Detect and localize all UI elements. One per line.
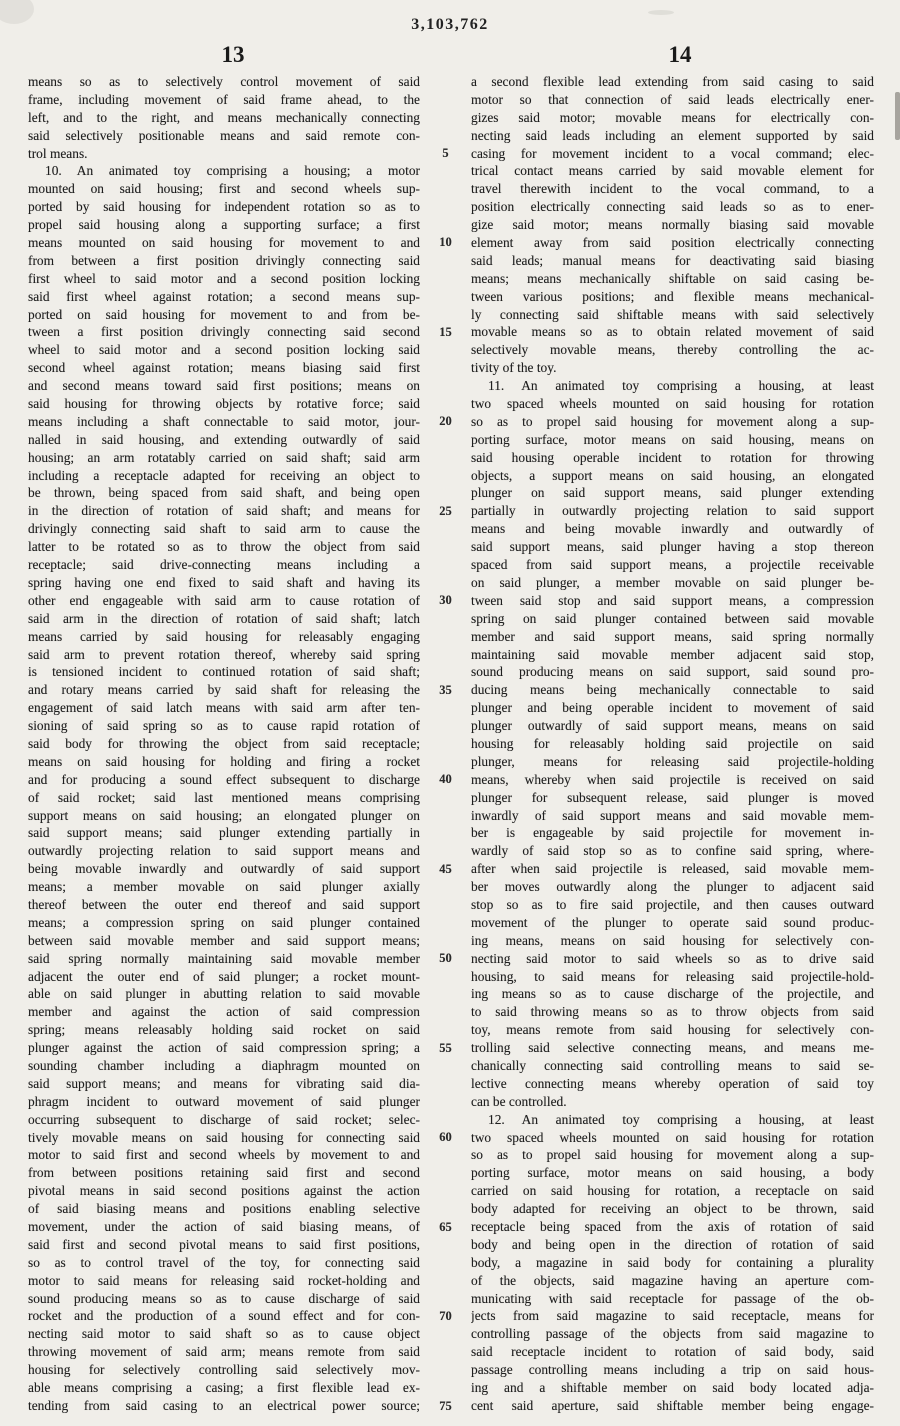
- text-line: said housing for throwing objects by rotative force; said: [28, 396, 420, 412]
- text-line: said receptacle incident to rotation of said body, said: [471, 1344, 874, 1360]
- text-line: ported on said housing for movement to and from be-: [28, 306, 420, 322]
- text-line: sounding chamber including a diaphragm mounted on: [28, 1057, 420, 1073]
- text-line: ber moves outwardly along the plunger to adjacent said: [471, 879, 874, 895]
- text-line: porting surface, motor means on said housing, means on: [471, 431, 874, 447]
- gutter-line-number: 65: [439, 1219, 452, 1234]
- text-line: support means on said housing; an elongated plunger on: [28, 807, 420, 823]
- text-line: means, whereby when said projectile is received on said: [471, 771, 874, 787]
- text-line: necting said motor to said wheels so as to drive said: [471, 950, 874, 966]
- text-line: means so as to selectively control movement of said: [28, 74, 420, 89]
- text-line: means; a compression spring on said plunger contained: [28, 914, 420, 930]
- text-line: said housing operable incident to rotation for throwing: [471, 449, 874, 465]
- text-line: so as to propel said housing for movement along a sup-: [471, 413, 874, 429]
- text-line: body, a magazine in said body for containing a plurality: [471, 1254, 874, 1270]
- text-line: pivotal means in said second positions against the action: [28, 1183, 420, 1199]
- text-line: able means comprising a casing; a first flexible lead ex-: [28, 1380, 420, 1396]
- text-line: travel therewith incident to the vocal command, to a: [471, 181, 874, 197]
- text-line: objects, a support means on said housing, an elongated: [471, 467, 874, 483]
- text-line: so as to control travel of the toy, for connecting said: [28, 1254, 420, 1270]
- text-line: from between a first position drivingly connecting said: [28, 252, 420, 268]
- scan-artifact: [895, 92, 900, 140]
- text-line: necting said motor to said shaft so as to cause object: [28, 1326, 420, 1342]
- text-line: other end engageable with said arm to cause rotation of: [28, 592, 420, 608]
- text-line: housing, to said means for releasing said projectile-hold-: [471, 968, 874, 984]
- gutter-line-number: 15: [439, 324, 452, 339]
- column-number-left: 13: [221, 42, 245, 67]
- text-line: body adapted for receiving an object to be thrown, said: [471, 1201, 874, 1217]
- text-line: tween a first position drivingly connecting said second: [28, 324, 420, 340]
- text-line: member and against the action of said compression: [28, 1004, 420, 1020]
- text-line: municating with said receptacle for passage of the ob-: [471, 1290, 874, 1306]
- text-line: element away from said position electrically connecting: [471, 235, 874, 251]
- text-line: 12. An animated toy comprising a housing, at least: [488, 1111, 874, 1127]
- column-right-text: [471, 73, 874, 1415]
- text-line: tween various positions; and flexible means mechanical-: [471, 288, 874, 304]
- text-line: ing and a shiftable member on said body located adja-: [471, 1380, 874, 1396]
- text-line: rocket and the production of a sound effect and for con-: [28, 1308, 420, 1324]
- text-line: can be controlled.: [471, 1093, 567, 1109]
- text-line: between said movable member and said support means;: [28, 932, 420, 948]
- text-line: drivingly connecting said shaft to said arm to cause the: [28, 521, 420, 537]
- text-line: sound producing means on said support, said sound pro-: [471, 664, 874, 680]
- gutter-line-number: 50: [439, 951, 452, 966]
- text-line: plunger against the action of said compression spring; a: [28, 1040, 420, 1056]
- text-line: left, and to the right, and means mechanically connecting: [28, 109, 420, 125]
- text-line: said spring normally maintaining said movable member: [28, 950, 420, 966]
- text-line: partially in outwardly projecting relation to said support: [471, 503, 874, 519]
- text-line: plunger for subsequent release, said plunger is moved: [471, 789, 874, 805]
- text-line: spaced from said support means, a projectile receivable: [471, 557, 874, 573]
- text-line: ber is engageable by said projectile for movement in-: [471, 825, 874, 841]
- text-line: means carried by said housing for releasably engaging: [28, 628, 420, 644]
- text-line: necting said leads including an element supported by said: [471, 127, 874, 143]
- column-left-text: [28, 73, 420, 1415]
- gutter-line-number: 35: [439, 682, 452, 697]
- text-line: said support means; said plunger extending partially in: [28, 825, 420, 841]
- text-line: movement, under the action of said biasing means, of: [28, 1219, 420, 1234]
- text-line: gizes said motor; movable means for electrically con-: [471, 109, 874, 125]
- text-line: nalled in said housing, and extending outwardly of said: [28, 431, 420, 447]
- text-line: wardly of said stop so as to confine said spring, where-: [471, 843, 874, 859]
- text-line: two spaced wheels mounted on said housing for rotation: [471, 396, 874, 412]
- text-line: movable means so as to obtain related movement of said: [471, 324, 874, 340]
- text-line: so as to propel said housing for movement along a sup-: [471, 1147, 874, 1163]
- text-line: ly connecting said shiftable means with said selectively: [471, 306, 874, 322]
- text-line: means; means mechanically shiftable on said casing be-: [471, 270, 874, 286]
- text-line: tending from said casing to an electrical power source;: [28, 1397, 420, 1413]
- gutter-line-number: 55: [439, 1040, 452, 1055]
- text-line: porting surface, motor means on said housing, a body: [471, 1165, 874, 1181]
- text-line: ing means, means on said housing for selectively con-: [471, 932, 874, 948]
- text-line: be thrown, being spaced from said shaft, and being open: [28, 485, 420, 501]
- text-line: plunger on said support means, said plunger extending: [471, 485, 874, 501]
- text-line: wheel to said motor and a second position locking said: [28, 342, 420, 358]
- text-line: ported by said housing for independent rotation so as to: [28, 199, 420, 215]
- text-line: a second flexible lead extending from said casing to said: [471, 74, 874, 89]
- text-line: of the objects, said magazine having an aperture com-: [471, 1272, 874, 1288]
- text-line: second wheel against rotation; means biasing said first: [28, 360, 420, 376]
- text-line: tively movable means on said housing for connecting said: [28, 1129, 420, 1145]
- text-line: and for producing a sound effect subsequent to discharge: [28, 771, 420, 787]
- text-line: thereof between the outer end thereof and said support: [28, 896, 420, 912]
- text-line: tween said stop and said support means, a compression: [471, 592, 874, 608]
- text-line: cent said aperture, said shiftable member being engage-: [471, 1397, 874, 1413]
- text-line: mounted on said housing; first and second wheels sup-: [28, 181, 420, 197]
- text-line: said leads; manual means for deactivating said biasing: [471, 252, 874, 268]
- gutter-line-number: 25: [439, 503, 452, 518]
- text-line: phragm incident to outward movement of said plunger: [28, 1093, 420, 1109]
- text-line: tivity of the toy.: [471, 360, 557, 376]
- gutter-line-number: 30: [439, 593, 452, 608]
- text-line: housing for selectively controlling said selectively mov-: [28, 1362, 420, 1378]
- text-line: receptacle being spaced from the axis of rotation of said: [471, 1219, 874, 1234]
- text-line: housing; an arm rotatably carried on said shaft; said arm: [28, 449, 420, 465]
- text-line: outwardly projecting relation to said support means and: [28, 843, 420, 859]
- gutter-line-number: 60: [439, 1130, 452, 1145]
- gutter-line-number: 10: [439, 235, 452, 250]
- text-line: means mounted on said housing for movement to and: [28, 235, 420, 251]
- text-line: jects from said magazine to said receptacle, means for: [471, 1308, 874, 1324]
- gutter-line-number: 75: [439, 1398, 452, 1413]
- text-line: is tensioned incident to continued rotation of said shaft;: [28, 664, 420, 680]
- text-line: maintaining said movable member adjacent said stop,: [471, 646, 874, 662]
- text-line: means including a shaft connectable to said motor, jour-: [28, 413, 420, 429]
- text-line: lective connecting means whereby operation of said toy: [471, 1075, 874, 1091]
- text-line: casing for movement incident to a vocal command; elec-: [471, 145, 874, 161]
- text-line: frame, including movement of said frame ahead, to the: [28, 91, 420, 107]
- text-line: being movable inwardly and outwardly of said support: [28, 861, 420, 877]
- text-line: from between positions retaining said first and second: [28, 1165, 420, 1181]
- text-line: ing means so as to cause discharge of the projectile, and: [471, 986, 874, 1002]
- text-line: spring; means releasably holding said rocket on said: [28, 1022, 420, 1038]
- text-line: means on said housing for holding and firing a rocket: [28, 753, 420, 769]
- text-line: means and being movable inwardly and outwardly of: [471, 521, 874, 537]
- text-line: said arm to prevent rotation thereof, whereby said spring: [28, 646, 420, 662]
- text-line: housing for releasably holding said projectile on said: [471, 735, 874, 751]
- gutter-line-number: 45: [439, 861, 452, 876]
- text-line: adjacent the outer end of said plunger; a rocket mount-: [28, 968, 420, 984]
- text-line: said support means; and means for vibrating said dia-: [28, 1075, 420, 1091]
- text-line: chanically connecting said controlling means to said se-: [471, 1057, 874, 1073]
- text-line: plunger and being operable incident to movement of said: [471, 700, 874, 716]
- text-line: sioning of said spring so as to cause rapid rotation of: [28, 718, 420, 734]
- text-line: carried on said housing for rotation, a receptacle on said: [471, 1183, 874, 1199]
- text-line: propel said housing along a supporting surface; a first: [28, 217, 420, 233]
- text-line: position electrically connecting said leads so as to ener-: [471, 199, 874, 215]
- text-line: in the direction of rotation of said shaft; and means for: [28, 503, 420, 519]
- text-line: means; a member movable on said plunger axially: [28, 879, 420, 895]
- text-line: trol means.: [28, 145, 88, 161]
- text-line: of said rocket; said last mentioned means comprising: [28, 789, 420, 805]
- text-line: latter to be rotated so as to throw the object from said: [28, 539, 420, 555]
- text-line: motor to said first and second wheels by movement to and: [28, 1147, 420, 1163]
- gutter-line-number: 70: [439, 1309, 452, 1324]
- text-line: motor to said means for releasing said rocket-holding and: [28, 1272, 420, 1288]
- text-line: ducing means being mechanically connectable to said: [471, 682, 874, 698]
- text-line: movement of the plunger to operate said sound produc-: [471, 914, 874, 930]
- gutter-line-number: 40: [439, 772, 452, 787]
- text-line: motor so that connection of said leads electrically ener-: [471, 91, 874, 107]
- gutter-line-number: 20: [439, 414, 452, 429]
- text-line: said selectively positionable means and said remote con-: [28, 127, 420, 143]
- text-line: and rotary means carried by said shaft for releasing the: [28, 682, 420, 698]
- text-line: receptacle; said drive-connecting means including a: [28, 557, 420, 573]
- text-line: passage controlling means including a trip on said hous-: [471, 1362, 874, 1378]
- text-line: inwardly of said support means and said movable mem-: [471, 807, 874, 823]
- patent-number: 3,103,762: [411, 16, 489, 33]
- text-line: occurring subsequent to discharge of said rocket; selec-: [28, 1111, 420, 1127]
- text-line: said first wheel against rotation; a second means sup-: [28, 288, 420, 304]
- text-line: of said biasing means and positions enabling selective: [28, 1201, 420, 1217]
- text-line: member and said support means, said spring normally: [471, 628, 874, 644]
- text-line: spring on said plunger contained between said movable: [471, 610, 874, 626]
- text-line: on said plunger, a member movable on said plunger be-: [471, 574, 874, 590]
- text-line: controlling passage of the objects from said magazine to: [471, 1326, 874, 1342]
- text-line: 10. An animated toy comprising a housing; a motor: [45, 163, 420, 179]
- text-line: 11. An animated toy comprising a housing, at least: [488, 378, 874, 394]
- text-line: said body for throwing the object from said receptacle;: [28, 735, 420, 751]
- text-line: and second means toward said first positions; means on: [28, 378, 420, 394]
- text-line: sound producing means so as to cause discharge of said: [28, 1290, 420, 1306]
- text-line: trolling said selective connecting means, and means me-: [471, 1040, 874, 1056]
- text-line: first wheel to said motor and a second position locking: [28, 270, 420, 286]
- text-line: body and being open in the direction of rotation of said: [471, 1236, 874, 1252]
- text-line: selectively movable means, thereby controlling the ac-: [471, 342, 874, 358]
- text-line: plunger, means for releasing said projectile-holding: [471, 753, 874, 769]
- line-number-gutter: [420, 73, 471, 1418]
- text-line: plunger outwardly of said support means, means on said: [471, 718, 874, 734]
- text-line: after when said projectile is released, said movable mem-: [471, 861, 874, 877]
- text-line: spring having one end fixed to said shaft and having its: [28, 574, 420, 590]
- text-line: toy, means remote from said housing for selectively con-: [471, 1022, 874, 1038]
- text-line: two spaced wheels mounted on said housing for rotation: [471, 1129, 874, 1145]
- text-line: said support means, said plunger having a stop thereon: [471, 539, 874, 555]
- text-line: throwing movement of said arm; means remote from said: [28, 1344, 420, 1360]
- gutter-line-number: 5: [442, 145, 449, 160]
- text-line: able on said plunger in abutting relation to said movable: [28, 986, 420, 1002]
- text-line: trical contact means carried by said movable element for: [471, 163, 874, 179]
- text-line: including a receptacle adapted for receiving an object to: [28, 467, 420, 483]
- scan-artifact: [648, 10, 674, 15]
- text-line: engagement of said latch means with said arm after ten-: [28, 700, 420, 716]
- text-line: gize said motor; means normally biasing said movable: [471, 217, 874, 233]
- text-line: stop so as to fire said projectile, and then causes outward: [471, 896, 874, 912]
- text-line: said arm in the direction of rotation of said shaft; latch: [28, 610, 420, 626]
- text-line: said first and second pivotal means to said first positions,: [28, 1236, 420, 1252]
- column-number-right: 14: [668, 42, 692, 67]
- text-line: to said throwing means so as to throw objects from said: [471, 1004, 874, 1020]
